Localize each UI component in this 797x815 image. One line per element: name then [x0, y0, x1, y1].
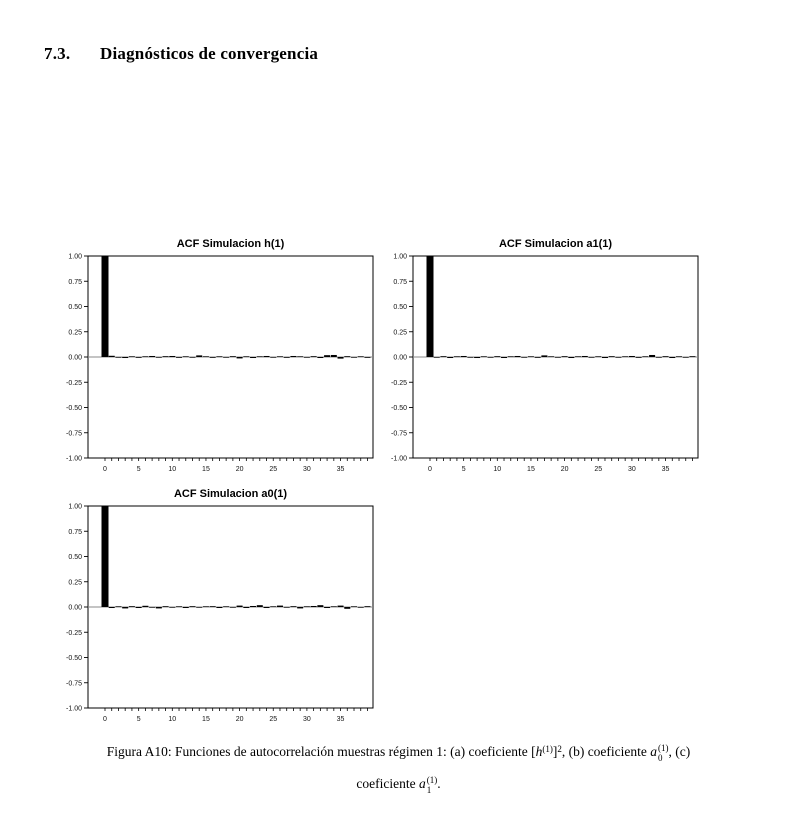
acf-bar: [216, 356, 222, 357]
acf-bar: [582, 356, 588, 357]
x-tick-label: 25: [269, 716, 278, 723]
y-tick-label: 0.25: [68, 579, 82, 587]
acf-bar: [223, 357, 229, 358]
y-tick-label: 0.75: [68, 528, 82, 536]
acf-bar: [277, 606, 283, 607]
acf-bar: [156, 607, 162, 608]
acf-bar: [609, 356, 615, 357]
x-axis: [103, 708, 367, 723]
acf-bar: [223, 606, 229, 607]
x-tick-label: 10: [493, 466, 502, 473]
y-tick-label: 0.50: [68, 554, 82, 561]
x-tick-label: 35: [661, 466, 670, 473]
x-tick-label: 10: [168, 716, 177, 723]
y-tick-label: -0.25: [66, 379, 82, 387]
acf-bar: [629, 356, 635, 357]
acf-bar: [311, 356, 317, 357]
x-tick-label: 5: [136, 466, 141, 473]
acf-bar: [338, 606, 344, 607]
y-tick-label: 0.75: [393, 278, 407, 286]
y-tick-label: -0.50: [66, 405, 82, 412]
acf-bar: [297, 607, 303, 608]
acf-bar: [149, 356, 155, 357]
acf-bar: [163, 356, 169, 357]
acf-bar: [169, 356, 175, 357]
x-tick-label: 0: [103, 466, 107, 473]
acf-bars: [102, 256, 371, 359]
acf-bar: [364, 606, 370, 607]
y-tick-label: -0.50: [66, 655, 82, 662]
y-tick-label: -0.75: [66, 430, 82, 438]
y-tick-label: 1.00: [68, 253, 82, 261]
x-tick-label: 35: [336, 716, 345, 723]
acf-bar: [615, 357, 621, 358]
section-heading: [44, 44, 318, 64]
acf-bar: [656, 357, 662, 358]
math-variable: h: [535, 744, 543, 759]
acf-bar: [230, 607, 236, 608]
acf-bar: [548, 356, 554, 357]
math-subsup: [650, 743, 669, 763]
x-tick-label: 5: [136, 716, 141, 723]
acf-bar: [257, 356, 263, 357]
acf-bar: [568, 357, 574, 358]
y-tick-label: -0.25: [391, 379, 407, 387]
math-subsup: [418, 775, 438, 795]
acf-bar: [203, 606, 209, 607]
acf-bar: [109, 607, 115, 608]
x-tick-label: 15: [202, 716, 210, 723]
acf-bar: [210, 357, 216, 358]
caption-text: , (c): [668, 744, 691, 759]
caption-text: Figura A10: Funciones de autocorrelación muestras régimen 1: (a) coeficiente: [106, 744, 532, 759]
y-tick-label: 0.00: [68, 354, 82, 362]
y-axis: [66, 504, 88, 713]
acf-bar: [344, 356, 350, 357]
acf-bar: [136, 357, 142, 358]
acf-bar: [277, 356, 283, 357]
y-tick-label: -1.00: [66, 455, 82, 463]
y-tick-label: -1.00: [66, 705, 82, 713]
x-tick-label: 20: [560, 466, 569, 473]
acf-bar: [331, 606, 337, 607]
caption-line-2: [30, 768, 767, 800]
acf-bar: [514, 356, 520, 357]
acf-bar: [528, 356, 534, 357]
y-tick-label: 1.00: [393, 253, 407, 261]
y-tick-label: 0.00: [68, 604, 82, 612]
acf-bar: [270, 357, 276, 358]
acf-bar: [270, 606, 276, 607]
acf-bar: [434, 357, 440, 358]
acf-bar: [454, 356, 460, 357]
acf-bar: [311, 606, 317, 607]
math-variable: a: [418, 776, 426, 791]
acf-bar: [264, 607, 270, 608]
acf-bar: [250, 357, 256, 358]
acf-bar: [521, 357, 527, 358]
acf-bars: [427, 256, 696, 358]
acf-bar: [284, 357, 290, 358]
y-tick-label: -1.00: [391, 455, 407, 463]
acf-bar: [304, 357, 310, 358]
chart-svg: [52, 230, 387, 480]
acf-bar: [290, 356, 296, 357]
y-tick-label: 0.25: [68, 329, 82, 337]
acf-bar: [237, 606, 243, 607]
acf-bar: [250, 606, 256, 607]
chart-title: ACF Simulacion a1(1): [498, 238, 613, 250]
x-tick-label: 10: [168, 466, 177, 473]
acf-bar: [189, 357, 195, 358]
acf-bar: [324, 607, 330, 608]
acf-bar: [474, 357, 480, 358]
acf-bar: [461, 356, 467, 357]
acf-bar: [142, 606, 148, 607]
x-tick-label: 15: [202, 466, 210, 473]
x-tick-label: 5: [461, 466, 466, 473]
acf-bar: [176, 606, 182, 607]
x-tick-label: 0: [103, 716, 107, 723]
math-variable: a: [650, 744, 658, 759]
acf-bar: [203, 356, 209, 357]
x-tick-label: 15: [527, 466, 535, 473]
acf-bar: [257, 605, 263, 607]
section-title: Diagnósticos de convergencia: [100, 44, 319, 63]
acf-bar: [243, 607, 249, 608]
acf-chart-a0: [52, 480, 387, 730]
acf-bar-lag0: [102, 256, 109, 357]
x-tick-label: 30: [303, 716, 311, 723]
acf-bar: [122, 357, 128, 358]
acf-bar: [156, 357, 162, 358]
acf-bar: [284, 607, 290, 608]
acf-bar: [676, 356, 682, 357]
acf-bar: [264, 356, 270, 357]
acf-bar: [216, 607, 222, 608]
x-tick-label: 20: [235, 466, 244, 473]
y-tick-label: -0.75: [66, 680, 82, 688]
y-tick-label: 0.25: [393, 329, 407, 337]
x-tick-label: 30: [628, 466, 636, 473]
acf-bar: [230, 356, 236, 357]
acf-bar: [555, 357, 561, 358]
x-tick-label: 20: [235, 716, 244, 723]
x-tick-label: 25: [594, 466, 603, 473]
acf-bar: [575, 356, 581, 357]
math-script-stack: (1) 0: [658, 743, 669, 763]
acf-bar: [149, 607, 155, 608]
acf-bar: [663, 356, 669, 357]
acf-bar: [331, 355, 337, 357]
acf-bar: [169, 607, 175, 608]
x-axis: [103, 458, 367, 473]
acf-bar: [338, 357, 344, 359]
acf-bar: [129, 356, 135, 357]
caption-text: [: [531, 744, 536, 759]
acf-bar: [109, 356, 115, 357]
acf-bar: [649, 355, 655, 357]
y-tick-label: 1.00: [68, 503, 82, 511]
acf-bar: [358, 356, 364, 357]
acf-bar: [669, 357, 675, 358]
acf-bar: [317, 605, 323, 607]
acf-bar: [142, 356, 148, 357]
acf-bar: [595, 356, 601, 357]
x-tick-label: 35: [336, 466, 345, 473]
y-tick-label: -0.75: [391, 430, 407, 438]
caption-text: coeficiente: [356, 776, 419, 791]
acf-bar: [589, 357, 595, 358]
acf-bar: [501, 357, 507, 358]
acf-bar: [642, 356, 648, 357]
acf-bar: [136, 607, 142, 608]
x-tick-label: 0: [428, 466, 432, 473]
acf-bar: [683, 357, 689, 358]
chart-title: ACF Simulacion a0(1): [173, 488, 288, 500]
acf-bar-lag0: [102, 506, 109, 607]
acf-bar: [189, 606, 195, 607]
acf-bar: [351, 357, 357, 358]
caption-text: , (b) coeficiente: [561, 744, 651, 759]
acf-bar: [243, 356, 249, 357]
acf-chart-a1: [377, 230, 712, 480]
acf-bar: [122, 607, 128, 608]
acf-bar: [237, 357, 243, 358]
acf-bar: [297, 356, 303, 357]
acf-bar: [344, 607, 350, 609]
chart-svg: [377, 230, 712, 480]
y-tick-label: 0.50: [393, 304, 407, 311]
acf-bar: [163, 606, 169, 607]
acf-bar: [622, 356, 628, 357]
acf-bar: [602, 357, 608, 358]
section-number: 7.3.: [44, 44, 71, 63]
acf-bars: [102, 506, 371, 609]
acf-bar: [508, 356, 514, 357]
acf-bar: [129, 606, 135, 607]
x-tick-label: 25: [269, 466, 278, 473]
acf-bar: [440, 356, 446, 357]
acf-bar: [351, 606, 357, 607]
acf-bar: [636, 357, 642, 358]
acf-bar: [535, 357, 541, 358]
acf-bar: [689, 356, 695, 357]
acf-bar-lag0: [427, 256, 434, 357]
acf-bar: [488, 357, 494, 358]
acf-bar: [358, 607, 364, 608]
acf-chart-h1: [52, 230, 387, 480]
figure-caption: [30, 736, 767, 800]
acf-bar: [196, 607, 202, 608]
caption-line-1: [30, 736, 767, 768]
chart-svg: [52, 480, 387, 730]
x-tick-label: 30: [303, 466, 311, 473]
acf-bar: [183, 607, 189, 608]
acf-bar: [115, 357, 121, 358]
acf-bar: [467, 357, 473, 358]
acf-bar: [317, 357, 323, 358]
y-tick-label: 0.50: [68, 304, 82, 311]
y-tick-label: 0.00: [393, 354, 407, 362]
acf-bar: [562, 356, 568, 357]
chart-title: ACF Simulacion h(1): [176, 238, 285, 250]
y-tick-label: -0.50: [391, 405, 407, 412]
acf-bar: [304, 606, 310, 607]
caption-text: ]: [552, 744, 558, 759]
caption-text: .: [437, 776, 441, 791]
acf-bar: [541, 355, 547, 357]
acf-bar: [115, 606, 121, 607]
y-tick-label: -0.25: [66, 629, 82, 637]
math-superscript: 2: [557, 743, 562, 754]
y-axis: [391, 254, 413, 463]
acf-bar: [290, 606, 296, 607]
math-superscript: (1): [542, 743, 553, 754]
acf-bar: [183, 356, 189, 357]
x-axis: [428, 458, 692, 473]
y-tick-label: 0.75: [68, 278, 82, 286]
acf-bar: [481, 356, 487, 357]
y-axis: [66, 254, 88, 463]
acf-bar: [176, 357, 182, 358]
acf-bar: [324, 355, 330, 357]
acf-bar: [364, 357, 370, 358]
acf-bar: [210, 606, 216, 607]
acf-bar: [447, 357, 453, 358]
math-script-stack: (1) 1: [426, 775, 438, 795]
acf-bar: [196, 355, 202, 357]
acf-bar: [494, 356, 500, 357]
